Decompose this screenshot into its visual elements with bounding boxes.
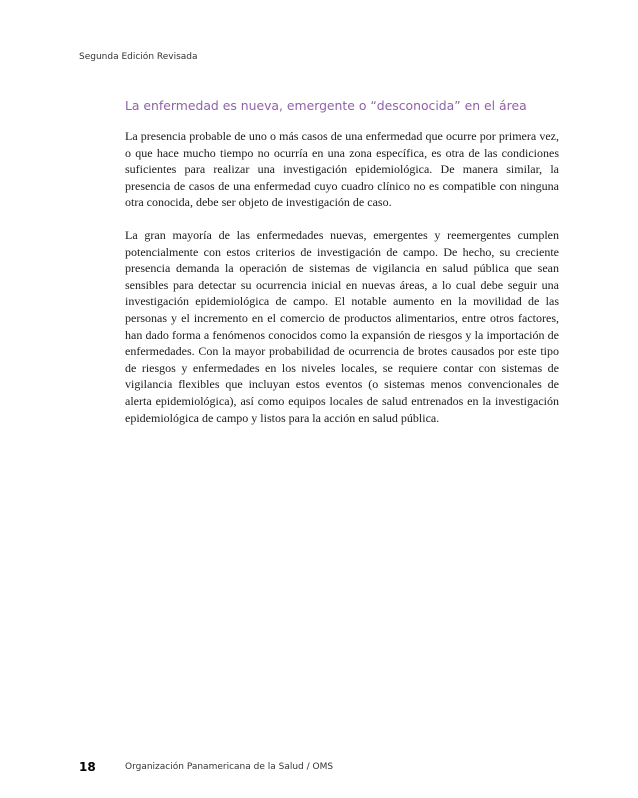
footer-organization: Organización Panamericana de la Salud / OMS [125,762,334,772]
page-content [125,98,559,442]
section-heading: La enfermedad es nueva, emergente o “desconocida” en el área [125,98,527,113]
paragraph-2: La gran mayoría de las enfermedades nuevas, emergentes y reemergentes cumplen potencialmente con estos criterios de investigación de campo. De hecho, su creciente presencia demanda la operación de sistemas de vigilancia en salud pública que sean sensibles para detectar su ocurrencia inicial en nuevas áreas, a lo cual debe seguir una investigación epidemiológica de campo. El notable aumento en la movilidad de las personas y el incremento en el comercio de productos alimentarios, entre otros factores, han dado forma a fenómenos conocidos como la expansión de riesgos y la importación de enfermedades. Con la mayor probabilidad de ocurrencia de brotes causados por este tipo de riesgos y enfermedades en los niveles locales, se requiere contar con sistemas de vigilancia flexibles que incluyan estos eventos (o sistemas menos convencionales de alerta epidemiológica), así como equipos locales de salud entrenados en la investigación epidemiológica de campo y listos para la acción en salud pública. [125,227,559,425]
running-header: Segunda Edición Revisada [79,52,198,62]
page-number: 18 [79,760,96,774]
page-footer [0,759,638,775]
paragraph-1: La presencia probable de uno o más casos de una enfermedad que ocurre por primera vez, o que hace mucho tiempo no ocurría en una zona específica, es otra de las condiciones suficientes para realizar una investigación epidemiológica. De manera similar, la presencia de casos de una enfermedad cuyo cuadro clínico no es compatible con ninguna otra conocida, debe ser objeto de investigación de caso. [125,129,559,210]
